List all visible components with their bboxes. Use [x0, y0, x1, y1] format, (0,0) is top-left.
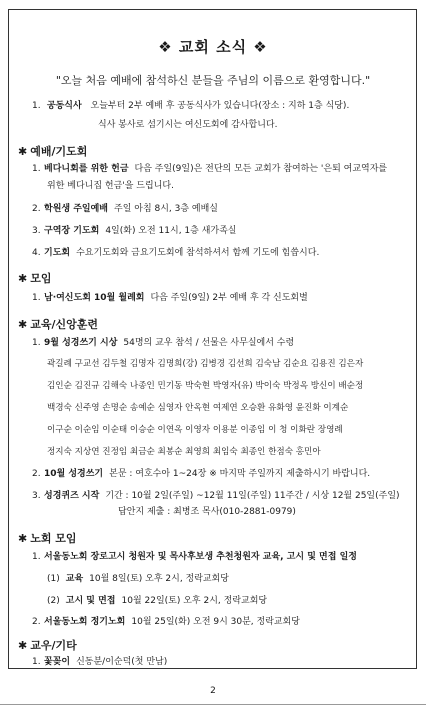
- list-item: 3. 성경퀴즈 시작 기간 : 10월 2일(주일) ~12월 11일(주일) 11주간 / 시상 12월 25일(주일): [32, 491, 400, 501]
- list-item: 1. 남·여신도회 10월 월례회 다음 주일(9일) 2부 예배 후 각 신도회별: [32, 293, 308, 303]
- divider: [0, 704, 426, 705]
- asterisk-icon: ✱: [18, 272, 28, 285]
- names-line: 김인순 김진규 김해숙 나종인 민기동 박숙현 박영자(유) 박이숙 박정옥 방신이 배순정: [47, 381, 364, 391]
- intro-num: 1.: [32, 101, 41, 111]
- section-heading-meetings: ✱ 모임: [18, 272, 52, 285]
- names-line: 이구순 이순임 이순태 이승순 이연옥 이영자 이용분 이종임 이 청 이화란 장영례: [47, 425, 343, 435]
- asterisk-icon: ✱: [18, 318, 28, 331]
- welcome-message: "오늘 처음 예배에 참석하신 분들을 주님의 이름으로 환영합니다.": [55, 74, 371, 87]
- intro-key: 공동식사: [46, 101, 82, 111]
- asterisk-icon: ✱: [18, 532, 28, 545]
- names-line: 정지숙 지상연 진정임 최금순 최봉순 최영희 최임숙 최종인 한점숙 홍민아: [47, 447, 321, 457]
- list-item: 1. 꽃꽂이 신동분/이순덕(첫 만남): [32, 657, 168, 667]
- sub-item: (2) 고시 및 면접 10월 22일(토) 오후 2시, 정락교회당: [47, 596, 268, 606]
- list-item: 2. 10월 성경쓰기 본문 : 여호수아 1~24장 ※ 마지막 주일까지 제출하시기 바랍니다.: [32, 469, 371, 479]
- sub-item: (1) 교육 10월 8일(토) 오후 2시, 정락교회당: [47, 574, 230, 584]
- section-heading-worship: ✱ 예배/기도회: [18, 145, 88, 158]
- list-item-cont: 답안지 제출 : 최병조 목사(010-2881-0979): [118, 507, 296, 517]
- intro-text2: 식사 봉사로 섬기시는 여신도회에 감사합니다.: [98, 120, 278, 130]
- list-item: 1. 베다니회를 위한 헌금 다음 주일(9일)은 전단의 모든 교회가 참여하는 '은퇴 여교역자를: [32, 164, 388, 174]
- list-item: 3. 구역장 기도회 4일(화) 오전 11시, 1층 새가족실: [32, 226, 237, 236]
- page-title: ❖ 교회 소식 ❖: [158, 38, 268, 56]
- page-number: 2: [210, 686, 216, 696]
- list-item-cont: 위한 베다니집 헌금'을 드립니다.: [47, 181, 174, 191]
- names-line: 백경숙 신주영 손명순 송예순 심영자 안옥현 여제연 오승환 유화영 윤진화 이계순: [47, 403, 349, 413]
- section-heading-presbytery: ✱ 노회 모임: [18, 532, 77, 545]
- asterisk-icon: ✱: [18, 639, 28, 652]
- list-item: 1. 서울동노회 장로고시 청원자 및 목사후보생 추천청원자 교육, 고시 및 면접 일정: [32, 552, 357, 562]
- section-heading-members: ✱ 교우/기타: [18, 639, 77, 652]
- list-item: 4. 기도회 수요기도회와 금요기도회에 참석하셔서 함께 기도에 힘씁시다.: [32, 248, 320, 258]
- names-line: 곽길례 구교선 김두철 김명자 김명희(강) 김병경 김선희 김숙남 김순요 김용진 김은자: [47, 359, 364, 369]
- list-item: 2. 서울동노회 정기노회 10월 25일(화) 오전 9시 30분, 정락교회당: [32, 617, 300, 627]
- section-heading-education: ✱ 교육/신앙훈련: [18, 318, 98, 331]
- asterisk-icon: ✱: [18, 145, 28, 158]
- intro-text: 오늘부터 2부 예배 후 공동식사가 있습니다(장소 : 지하 1층 식당).: [90, 101, 350, 111]
- list-item: 2. 학원생 주일예배 주일 아침 8시, 3층 예배실: [32, 204, 219, 214]
- list-item: 1. 9월 성경쓰기 시상 54명의 교우 참석 / 선물은 사무실에서 수령: [32, 338, 295, 348]
- intro-item: [32, 100, 349, 113]
